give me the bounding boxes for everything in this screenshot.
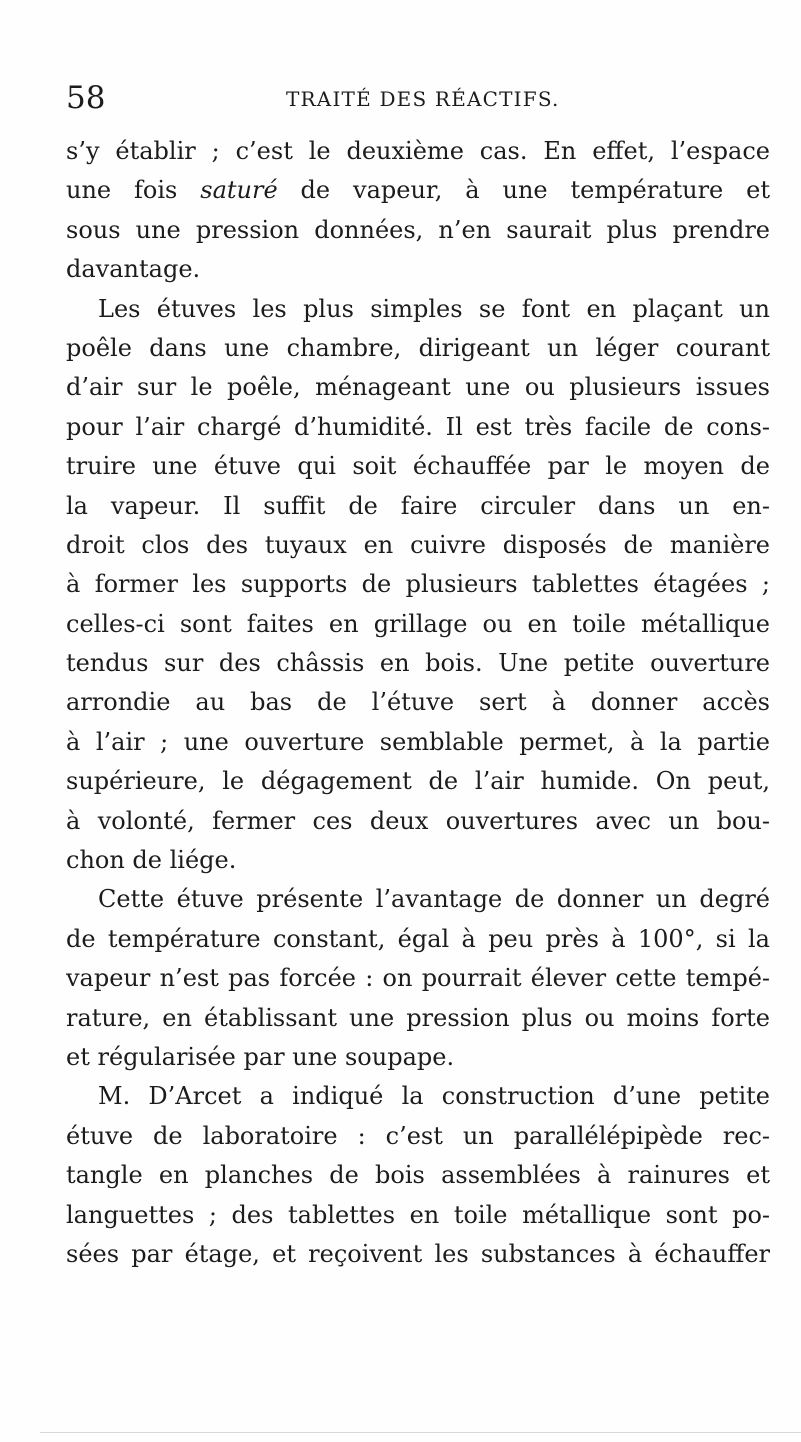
text-line: et régularisée par une soupape.	[66, 1042, 455, 1071]
text-line: M. D’Arcet a indiqué la construction d’une petite	[98, 1082, 770, 1111]
text-line: celles-ci sont faites en grillage ou en toile métallique	[66, 609, 770, 638]
text-line: rature, en établissant une pression plus ou moins forte	[66, 1003, 770, 1032]
text-line: truire une étuve qui soit échauffée par le moyen de	[66, 452, 770, 481]
page-number: 58	[66, 80, 106, 116]
text-line: la vapeur. Il suffit de faire circuler dans un en-	[66, 491, 770, 520]
text-line: languettes ; des tablettes en toile métallique sont po-	[66, 1200, 770, 1229]
text-line: Cette étuve présente l’avantage de donner un degré	[98, 885, 770, 914]
text-line: sées par étage, et reçoivent les substances à échauffer	[66, 1239, 770, 1268]
text-line: tangle en planches de bois assemblées à rainures et	[66, 1161, 770, 1190]
page-header	[66, 78, 766, 118]
text-line: une fois saturé de vapeur, à une température et	[66, 176, 770, 205]
text-line: pour l’air chargé d’humidité. Il est très facile de cons-	[66, 412, 770, 441]
body-text	[66, 132, 770, 1274]
text-line: poêle dans une chambre, dirigeant un léger courant	[66, 333, 770, 362]
text-line: à former les supports de plusieurs tablettes étagées ;	[66, 570, 770, 599]
text-line: de température constant, égal à peu près à 100°, si la	[66, 924, 770, 953]
text-line: sous une pression données, n’en saurait plus prendre	[66, 215, 770, 244]
italic-word: saturé	[200, 176, 278, 205]
text-line: à l’air ; une ouverture semblable permet, à la partie	[66, 727, 770, 756]
text-line: d’air sur le poêle, ménageant une ou plusieurs issues	[66, 373, 770, 402]
text-line: tendus sur des châssis en bois. Une petite ouverture	[66, 649, 770, 678]
text-line: s’y établir ; c’est le deuxième cas. En effet, l’espace	[66, 137, 770, 165]
text-line: chon de liége.	[66, 846, 237, 875]
running-head: TRAITÉ DES RÉACTIFS.	[286, 87, 560, 111]
text-line: à volonté, fermer ces deux ouvertures avec un bou-	[66, 806, 770, 835]
text-line: supérieure, le dégagement de l’air humide. On peut,	[66, 767, 770, 796]
text-line: vapeur n’est pas forcée : on pourrait élever cette tempé-	[66, 964, 770, 993]
page-edge-divider	[40, 1432, 801, 1433]
text-line: arrondie au bas de l’étuve sert à donner accès	[66, 688, 770, 717]
text-line: droit clos des tuyaux en cuivre disposés de manière	[66, 530, 770, 559]
text-line: Les étuves les plus simples se font en plaçant un	[98, 294, 770, 323]
text-line: étuve de laboratoire : c’est un parallélépipède rec-	[66, 1121, 770, 1150]
text-line: davantage.	[66, 255, 201, 284]
